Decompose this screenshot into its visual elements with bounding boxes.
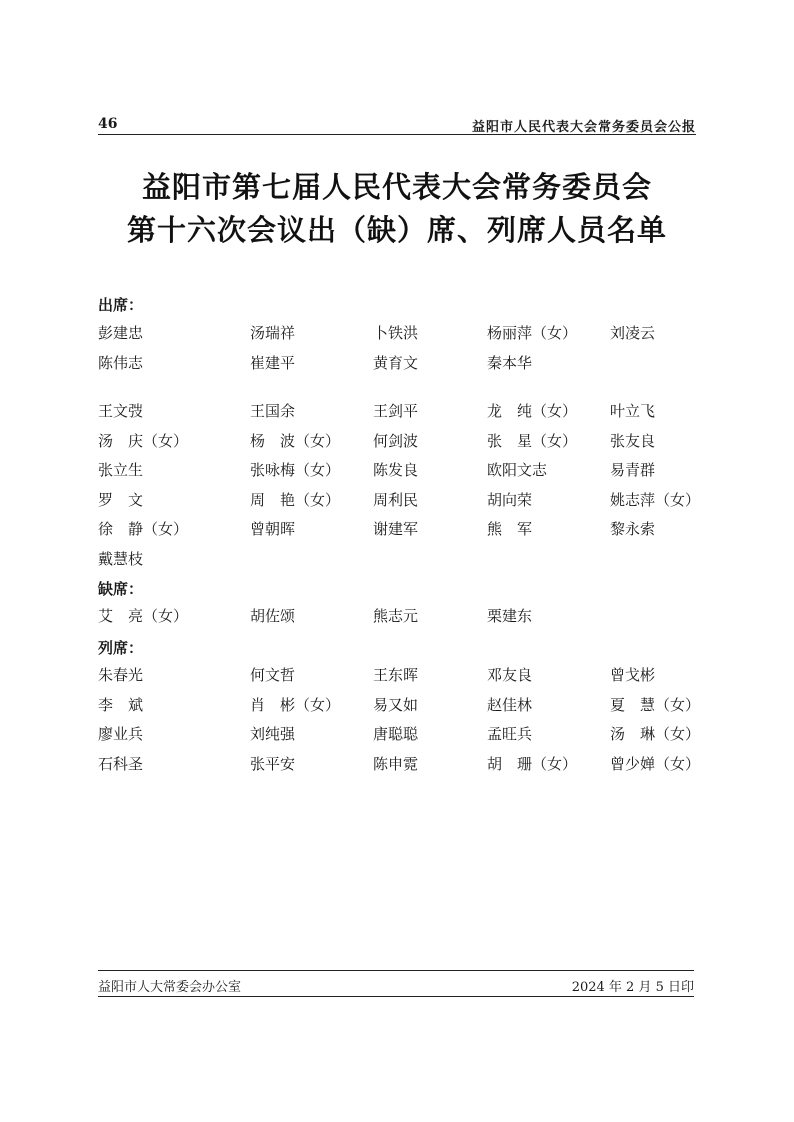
person-name: 秦本华: [487, 353, 533, 372]
person-name: 艾 亮（女）: [98, 607, 189, 625]
person-name: 卜铁洪: [373, 324, 419, 342]
name-row: [0, 694, 794, 718]
person-name: 汤 庆（女）: [98, 431, 189, 450]
person-name: 杨丽萍（女）: [487, 324, 578, 342]
person-name: 唐聪聪: [373, 725, 419, 743]
person-name: 黎永索: [610, 520, 656, 538]
person-name: 陈发良: [373, 461, 419, 479]
person-name: 陈申霓: [373, 754, 419, 773]
person-name: 曾朝晖: [250, 520, 296, 538]
name-row: [0, 352, 794, 376]
person-name: 王东晖: [373, 666, 419, 684]
document-title-line1: 益阳市第七届人民代表大会常务委员会: [141, 170, 652, 204]
person-name: 朱春光: [98, 666, 144, 684]
person-name: 石科圣: [98, 754, 144, 773]
name-row: [0, 605, 794, 629]
person-name: 张友良: [610, 431, 656, 450]
name-row: [0, 548, 794, 572]
person-name: 龙 纯（女）: [487, 402, 578, 420]
name-row: [0, 723, 794, 747]
publication-name: 益阳市人民代表大会常务委员会公报: [471, 120, 696, 135]
observers-label: 列席：: [98, 639, 144, 657]
footer-bottom-rule: [98, 996, 694, 997]
person-name: 熊 军: [487, 520, 533, 538]
page-header: [98, 116, 696, 135]
name-row: [0, 489, 794, 513]
person-name: 姚志萍（女）: [610, 490, 701, 509]
person-name: 栗建东: [487, 607, 533, 625]
person-name: 刘纯强: [250, 725, 296, 743]
person-name: 邓友良: [487, 666, 533, 684]
person-name: 杨 波（女）: [250, 431, 341, 450]
person-name: 胡 珊（女）: [487, 754, 578, 773]
footer-top-rule: [98, 970, 694, 971]
person-name: 周利民: [373, 490, 419, 509]
person-name: 张 星（女）: [487, 431, 578, 450]
person-name: 戴慧枝: [98, 549, 144, 568]
person-name: 孟旺兵: [487, 725, 533, 743]
person-name: 彭建忠: [98, 324, 144, 342]
person-name: 徐 静（女）: [98, 520, 189, 538]
footer-print-date: 2024 年 2 月 5 日印: [571, 980, 694, 995]
person-name: 王剑平: [373, 402, 419, 420]
name-row: [0, 664, 794, 688]
name-row: [0, 753, 794, 777]
person-name: 陈伟志: [98, 353, 144, 372]
person-name: 曾少婵（女）: [610, 754, 701, 773]
person-name: 李 斌: [98, 695, 144, 714]
person-name: 熊志元: [373, 607, 419, 625]
name-row: [0, 322, 794, 346]
person-name: 张立生: [98, 461, 144, 479]
person-name: 王文弢: [98, 402, 144, 420]
person-name: 易青群: [610, 461, 656, 479]
document-title-line2: 第十六次会议出（缺）席、列席人员名单: [126, 213, 667, 247]
person-name: 崔建平: [250, 353, 296, 372]
person-name: 张平安: [250, 754, 296, 773]
person-name: 何剑波: [373, 431, 419, 450]
person-name: 周 艳（女）: [250, 490, 341, 509]
person-name: 谢建军: [373, 520, 419, 538]
absent-label: 缺席：: [98, 580, 144, 598]
person-name: 欧阳文志: [487, 461, 548, 479]
person-name: 胡向荣: [487, 490, 533, 509]
person-name: 廖业兵: [98, 725, 144, 743]
name-row: [0, 518, 794, 542]
footer-office: 益阳市人大常委会办公室: [98, 980, 242, 995]
person-name: 易又如: [373, 695, 419, 714]
person-name: 黄育文: [373, 353, 419, 372]
person-name: 叶立飞: [610, 402, 656, 420]
person-name: 胡佐颂: [250, 607, 296, 625]
page-number: 46: [98, 116, 118, 132]
person-name: 何文哲: [250, 666, 296, 684]
name-row: [0, 459, 794, 483]
person-name: 刘凌云: [610, 324, 656, 342]
name-row: [0, 400, 794, 424]
person-name: 王国余: [250, 402, 296, 420]
attendance-label: 出席：: [98, 296, 144, 314]
person-name: 张咏梅（女）: [250, 461, 341, 479]
person-name: 夏 慧（女）: [610, 695, 701, 714]
person-name: 汤 琳（女）: [610, 725, 701, 743]
person-name: 肖 彬（女）: [250, 695, 341, 714]
person-name: 曾戈彬: [610, 666, 656, 684]
person-name: 汤瑞祥: [250, 324, 296, 342]
name-row: [0, 430, 794, 454]
person-name: 罗 文: [98, 490, 144, 509]
person-name: 赵佳林: [487, 695, 533, 714]
